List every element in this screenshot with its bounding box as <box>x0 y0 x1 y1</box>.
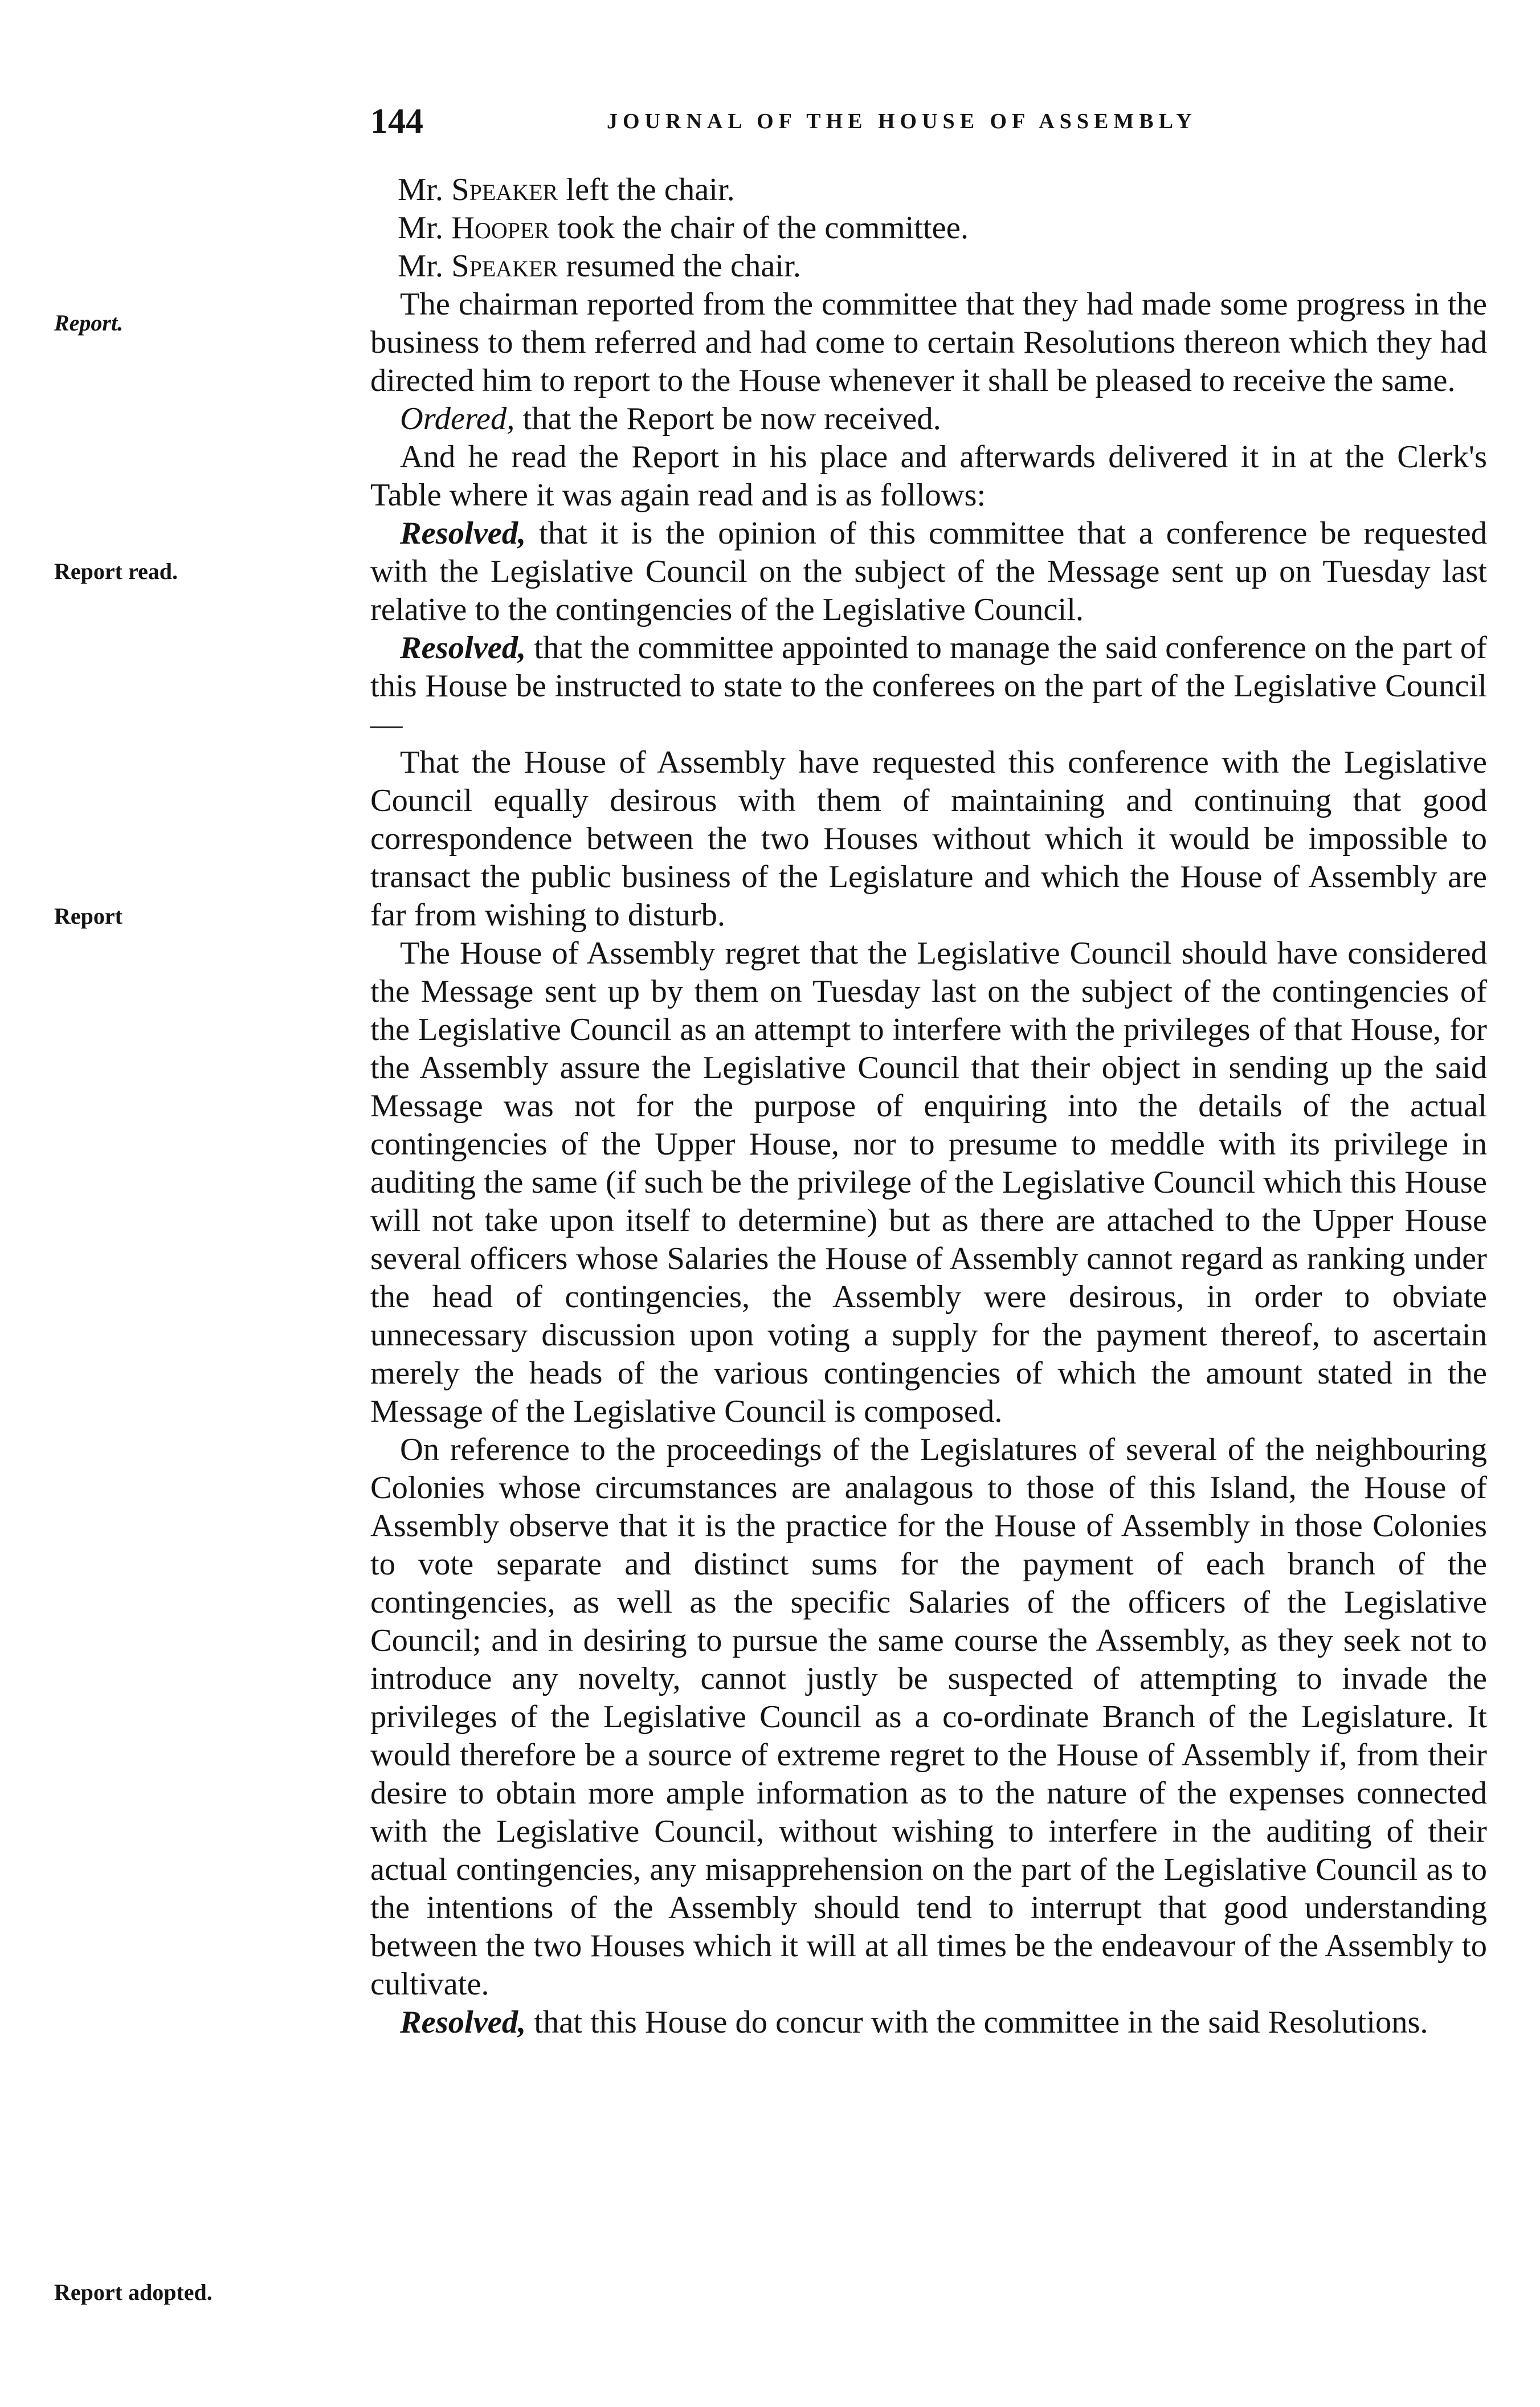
paragraph-conference-request: That the House of Assembly have requested this conference with the Legislative Council equally desirous with them of maintaining and continuing that good correspondence between the two Houses without which it would be impossible to transact the public business of the Legislature and which the House of Assembly are far from wishing to disturb. <box>370 745 1487 933</box>
margin-note-report-adopted: Report adopted. <box>54 2279 213 2305</box>
margin-note-report: Report. <box>54 310 124 336</box>
resolved-lead: Resolved, <box>400 516 526 551</box>
paragraph-ordered: Ordered, that the Report be now received. <box>400 401 941 436</box>
paragraph-colonies-reference: On reference to the proceedings of the Legislatures of several of the neighbouring Colonies whose circumstances are analagous to those of this Island, the House of Assembly observe that it is the practice for the House of Assembly in those Colonies to vote separate and distinct sums for the payment of each branch of the contingencies, as well as the specific Salaries of the officers of the Legislative Council; and in desiring to pursue the same course the Assembly, as they seek not to introduce any novelty, cannot justly be suspected of attempting to invade the privileges of the Legislative Council as a co-ordinate Branch of the Legislature. It would therefore be a source of extreme regret to the House of Assembly if, from their desire to obtain more ample information as to the nature of the expenses connected with the Legislative Council, without wishing to interfere in the auditing of their actual contingencies, any misapprehension on the part of the Legislative Council as to the intentions of the Assembly should tend to interrupt that good understanding between the two Houses which it will at all times be the endeavour of the Assembly to cultivate. <box>370 1432 1487 2002</box>
hooper-name: Hooper <box>451 210 550 246</box>
paragraph-speaker-left: Mr. Speaker left the chair. <box>398 172 735 207</box>
paragraph-assembly-regret: The House of Assembly regret that the Legislative Council should have considered the Message sent up by them on Tuesday last on the subject of the contingencies of the Legislative Council as an attempt to interfere with the privileges of that House, for the Assembly assure the Legislative Council that their object in sending up the said Message was not for the purpose of enquiring into the details of the actual contingencies of the Upper House, nor to presume to meddle with its privilege in auditing the same (if such be the privilege of the Legislative Council which this House will not take upon itself to determine) but as there are attached to the Upper House several officers whose Salaries the House of Assembly cannot regard as ranking under the head of contingencies, the Assembly were desirous, in order to obviate unnecessary discussion upon voting a supply for the payment thereof, to ascertain merely the heads of the various contingencies of which the amount stated in the Message of the Legislative Council is composed. <box>370 936 1487 1429</box>
paragraph-resolved-first: Resolved, that it is the opinion of this committee that a conference be requested with the Legislative Council on the subject of the Message sent up on Tuesday last relative to the contingencies of the Legislative Council. <box>370 516 1487 627</box>
speaker-name: Speaker <box>451 248 558 284</box>
paragraph-report-read: And he read the Report in his place and afterwards delivered it in at the Clerk's Table where it was again read and is as follows: <box>370 439 1487 513</box>
resolved-lead: Resolved, <box>400 2005 526 2040</box>
page-number: 144 <box>370 102 423 141</box>
paragraph-hooper-chair: Mr. Hooper took the chair of the committee. <box>398 210 969 246</box>
paragraph-resolved-concur: Resolved, that this House do concur with the committee in the said Resolutions. <box>400 2005 1428 2040</box>
resolved-lead: Resolved, <box>400 630 526 666</box>
paragraph-chairman-report: The chairman reported from the committee that they had made some progress in the business to them referred and had come to certain Resolutions thereon which they had directed him to report to the House whenever it shall be pleased to receive the same. <box>370 287 1487 398</box>
paragraph-resolved-second: Resolved, that the committee appointed to manage the said conference on the part of this House be instructed to state to the conferees on the part of the Legislative Council— <box>370 630 1487 742</box>
ordered-lead: Ordered, <box>400 401 515 436</box>
margin-note-report-read: Report read. <box>54 558 178 584</box>
page-header <box>370 96 1487 147</box>
speaker-name: Speaker <box>451 172 558 207</box>
journal-body <box>370 171 1487 2042</box>
running-head: JOURNAL OF THE HOUSE OF ASSEMBLY <box>607 109 1197 133</box>
paragraph-speaker-resumed: Mr. Speaker resumed the chair. <box>398 248 801 284</box>
margin-note-report-second: Report <box>54 903 122 929</box>
